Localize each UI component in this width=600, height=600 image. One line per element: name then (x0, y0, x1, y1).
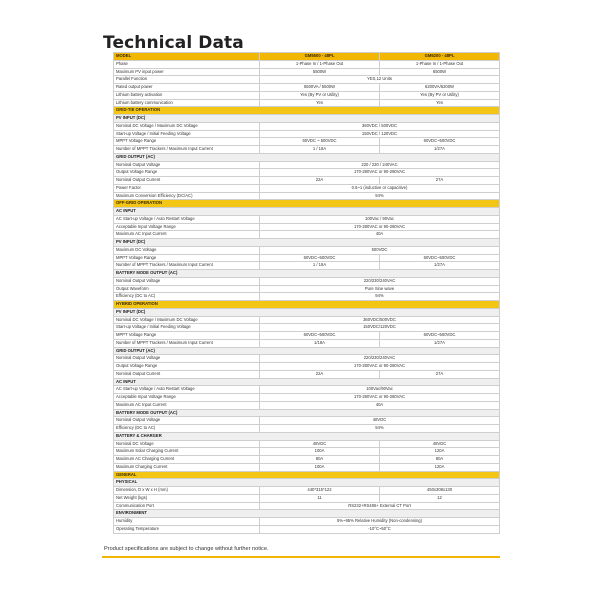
row-label: Number of MPPT Trackers / Maximum Input Current (114, 262, 260, 270)
row-label: Start-up Voltage / Initial Feeding Voltage (114, 324, 260, 332)
row-value-shared: Pure Sine wave (260, 285, 500, 293)
row-value-shared: 100Vac/90Vac (260, 386, 500, 394)
table-row (114, 246, 500, 254)
row-label: Maximum PV input power (114, 68, 260, 76)
row-label: Humidity (114, 518, 260, 526)
subsection-header-row (114, 308, 500, 316)
row-value-shared: 170-280VAC or 90-280VAC (260, 223, 500, 231)
row-label: Phase (114, 60, 260, 68)
table-row (114, 277, 500, 285)
row-value-shared: 360VDC / 500VDC (260, 122, 500, 130)
table-row (114, 161, 500, 169)
subsection-title: GRID OUTPUT (AC) (114, 153, 500, 161)
row-value-shared: 94% (260, 425, 500, 433)
row-value-shared: 40A (260, 401, 500, 409)
row-value-model-2: Yes (380, 99, 500, 107)
table-row (114, 122, 500, 130)
table-row (114, 370, 500, 378)
row-label: Rated output power (114, 84, 260, 92)
row-value-shared: 94% (260, 293, 500, 301)
table-row (114, 394, 500, 402)
row-value-shared: -10°C~50°C (260, 525, 500, 533)
table-header-row (114, 53, 500, 61)
table-row (114, 99, 500, 107)
table-row (114, 138, 500, 146)
table-row (114, 440, 500, 448)
subsection-header-row (114, 432, 500, 440)
row-label: MPPT Voltage Range (114, 254, 260, 262)
row-value-model-2: 120A (380, 448, 500, 456)
subsection-title: GRID OUTPUT (AC) (114, 347, 500, 355)
row-value-model-2: 1/27A (380, 262, 500, 270)
table-row (114, 285, 500, 293)
row-value-model-1: 5500W (260, 68, 380, 76)
row-label: Nominal Output Voltage (114, 161, 260, 169)
row-value-shared: 220/230/240VAC (260, 277, 500, 285)
row-label: Acceptable Input Voltage Range (114, 394, 260, 402)
subsection-title: BATTERY & CHARGER (114, 432, 500, 440)
row-label: Nominal DC Voltage / Maximum DC Voltage (114, 316, 260, 324)
subsection-title: PV INPUT (DC) (114, 115, 500, 123)
table-row (114, 293, 500, 301)
row-value-model-2: Yes (By PV or Utility) (380, 91, 500, 99)
header-model-label: MODEL (114, 53, 260, 61)
row-label: Maximum Conversion Efficiency (DC/AC) (114, 192, 260, 200)
table-row (114, 324, 500, 332)
row-label: AC Start-up Voltage / Auto Restart Voltage (114, 215, 260, 223)
row-label: MPPT Voltage Range (114, 332, 260, 340)
table-row (114, 184, 500, 192)
table-row (114, 448, 500, 456)
subsection-title: BATTERY MODE OUTPUT (AC) (114, 409, 500, 417)
subsection-header-row (114, 239, 500, 247)
table-row (114, 456, 500, 464)
table-row (114, 130, 500, 138)
header-model-1: GM5500 - 48PL (260, 53, 380, 61)
row-label: Dimension, D x W x H (mm) (114, 487, 260, 495)
row-value-model-2: 120A (380, 463, 500, 471)
subsection-header-row (114, 378, 500, 386)
row-value-shared: 100Vac / 90Vac (260, 215, 500, 223)
table-row (114, 146, 500, 154)
row-value-shared: 94% (260, 192, 500, 200)
row-value-model-2: 27A (380, 177, 500, 185)
row-value-shared: RS232+RS485+ External CT Port (260, 502, 500, 510)
table-row (114, 525, 500, 533)
row-label: Acceptable Input Voltage Range (114, 223, 260, 231)
row-value-model-1: 60VDC~500VDC (260, 332, 380, 340)
row-value-model-1: Yes (By PV or Utility) (260, 91, 380, 99)
table-row (114, 177, 500, 185)
subsection-title: PV INPUT (DC) (114, 308, 500, 316)
row-value-shared: 150VDC/120VDC (260, 324, 500, 332)
table-row (114, 417, 500, 425)
table-row (114, 76, 500, 84)
subsection-title: ENVIRONMENT (114, 510, 500, 518)
subsection-header-row (114, 510, 500, 518)
row-label: Start-up Voltage / Initial Feeding Voltage (114, 130, 260, 138)
row-label: Maximum Solar Charging Current (114, 448, 260, 456)
table-row (114, 84, 500, 92)
row-value-shared: 170-280VAC or 90-280VAC (260, 394, 500, 402)
row-label: Output Voltage Range (114, 169, 260, 177)
subsection-title: BATTERY MODE OUTPUT (AC) (114, 270, 500, 278)
table-row (114, 339, 500, 347)
table-row (114, 68, 500, 76)
row-value-model-1: 60VDC~500VDC (260, 254, 380, 262)
row-value-model-1: 1-Phase In / 1-Phase Out (260, 60, 380, 68)
row-value-model-2: 60VDC~500VDC (380, 332, 500, 340)
row-value-model-2: 1/27A (380, 146, 500, 154)
section-title: OFF-GRID OPERATION (114, 200, 500, 208)
section-header-row (114, 471, 500, 479)
row-label: Maximum AC Charging Current (114, 456, 260, 464)
row-value-model-2: 12 (380, 494, 500, 502)
row-label: Maximum Charging Current (114, 463, 260, 471)
row-value-shared: 0.6~1 (inductive or capacitive) (260, 184, 500, 192)
row-value-model-2: 6200VA/6200W (380, 84, 500, 92)
row-value-shared: 220/230/240VAC (260, 355, 500, 363)
table-row (114, 518, 500, 526)
footer-rule (102, 556, 500, 558)
subsection-header-row (114, 153, 500, 161)
table-row (114, 60, 500, 68)
row-label: Efficiency (DC to AC) (114, 425, 260, 433)
row-value-model-1: 1/18A (260, 339, 380, 347)
row-value-model-2: 1/27A (380, 339, 500, 347)
subsection-header-row (114, 347, 500, 355)
section-title: HYBRID OPERATION (114, 301, 500, 309)
page-title: Technical Data (103, 33, 244, 53)
table-row (114, 91, 500, 99)
footnote: Product specifications are subject to change without further notice. (104, 546, 269, 552)
row-value-model-1: Yes (260, 99, 380, 107)
table-row (114, 332, 500, 340)
table-row (114, 169, 500, 177)
section-header-row (114, 107, 500, 115)
row-value-model-1: 11 (260, 494, 380, 502)
table-row (114, 502, 500, 510)
section-header-row (114, 301, 500, 309)
row-label: Maximum DC Voltage (114, 246, 260, 254)
row-value-model-2: 60VDC~500VDC (380, 254, 500, 262)
row-label: Lithium battery communication (114, 99, 260, 107)
subsection-header-row (114, 208, 500, 216)
row-value-shared: 170-280VAC or 90-280VAC (260, 363, 500, 371)
table-row (114, 192, 500, 200)
row-label: Communication Port (114, 502, 260, 510)
subsection-header-row (114, 479, 500, 487)
row-label: Nominal Output Voltage (114, 417, 260, 425)
row-label: Lithium battery activation (114, 91, 260, 99)
table-row (114, 401, 500, 409)
section-title: GENERAL (114, 471, 500, 479)
table-row (114, 386, 500, 394)
row-label: Nominal Output Current (114, 177, 260, 185)
table-row (114, 355, 500, 363)
subsection-header-row (114, 409, 500, 417)
row-value-model-2: 450x308x130 (380, 487, 500, 495)
subsection-header-row (114, 115, 500, 123)
row-value-model-1: 48VDC (260, 440, 380, 448)
row-value-shared: 500VDC (260, 246, 500, 254)
row-label: Output Waveform (114, 285, 260, 293)
row-value-shared: 360VDC/500VDC (260, 316, 500, 324)
row-label: Net Weight (kgs) (114, 494, 260, 502)
subsection-header-row (114, 270, 500, 278)
row-label: Efficiency (DC to AC) (114, 293, 260, 301)
subsection-title: AC INPUT (114, 208, 500, 216)
row-label: Parallel Function (114, 76, 260, 84)
row-value-model-1: 100A (260, 463, 380, 471)
row-value-model-1: 22A (260, 370, 380, 378)
row-label: Number of MPPT Trackers / Maximum Input Current (114, 146, 260, 154)
row-value-model-2: 6500W (380, 68, 500, 76)
table-row (114, 494, 500, 502)
row-value-model-1: 1 / 18A (260, 262, 380, 270)
table-row (114, 463, 500, 471)
header-model-2: GM6200 - 48PL (380, 53, 500, 61)
row-label: Nominal Output Current (114, 370, 260, 378)
row-value-model-1: 440*315*122 (260, 487, 380, 495)
row-value-model-1: 22A (260, 177, 380, 185)
table-row (114, 254, 500, 262)
row-label: Nominal DC Voltage (114, 440, 260, 448)
row-label: Maximum AC Input Current (114, 401, 260, 409)
row-value-model-1: 80A (260, 456, 380, 464)
row-value-model-2: 80A (380, 456, 500, 464)
row-value-model-2: 60VDC~500VDC (380, 138, 500, 146)
subsection-title: PV INPUT (DC) (114, 239, 500, 247)
row-value-model-1: 100A (260, 448, 380, 456)
spec-table-body (114, 53, 500, 534)
row-label: Nominal DC Voltage / Maximum DC Voltage (114, 122, 260, 130)
row-label: Nominal Output Voltage (114, 277, 260, 285)
table-row (114, 223, 500, 231)
row-label: Output Voltage Range (114, 363, 260, 371)
row-value-shared: 150VDC / 120VDC (260, 130, 500, 138)
row-value-model-1: 5500VA / 5500W (260, 84, 380, 92)
table-row (114, 425, 500, 433)
row-label: Number of MPPT Trackers / Maximum Input Current (114, 339, 260, 347)
row-value-shared: 40A (260, 231, 500, 239)
row-value-shared: 220 / 230 / 240VAC (260, 161, 500, 169)
section-title: GRID-TIE OPERATION (114, 107, 500, 115)
section-header-row (114, 200, 500, 208)
row-value-model-2: 1-Phase In / 1-Phase Out (380, 60, 500, 68)
row-value-model-1: 1 / 18A (260, 146, 380, 154)
row-value-model-2: 48VDC (380, 440, 500, 448)
row-value-shared: 5%~95% Relative Humidity (Non-condensing) (260, 518, 500, 526)
table-row (114, 316, 500, 324)
subsection-title: PHYSICAL (114, 479, 500, 487)
row-value-model-1: 60VDC ~ 500VDC (260, 138, 380, 146)
row-label: MPPT Voltage Range (114, 138, 260, 146)
row-label: Operating Temperature (114, 525, 260, 533)
row-value-model-2: 27A (380, 370, 500, 378)
row-label: AC Start-up Voltage / Auto Restart Voltage (114, 386, 260, 394)
technical-data-table (113, 52, 500, 534)
row-value-shared: YES,12 Units (260, 76, 500, 84)
row-label: Maximum AC Input Current (114, 231, 260, 239)
row-label: Nominal Output Voltage (114, 355, 260, 363)
table-row (114, 487, 500, 495)
table-row (114, 262, 500, 270)
subsection-title: AC INPUT (114, 378, 500, 386)
row-value-shared: 170-280VAC or 90-280VAC (260, 169, 500, 177)
table-row (114, 231, 500, 239)
row-label: Power Factor (114, 184, 260, 192)
table-row (114, 215, 500, 223)
table-row (114, 363, 500, 371)
row-value-shared: 48VDC (260, 417, 500, 425)
